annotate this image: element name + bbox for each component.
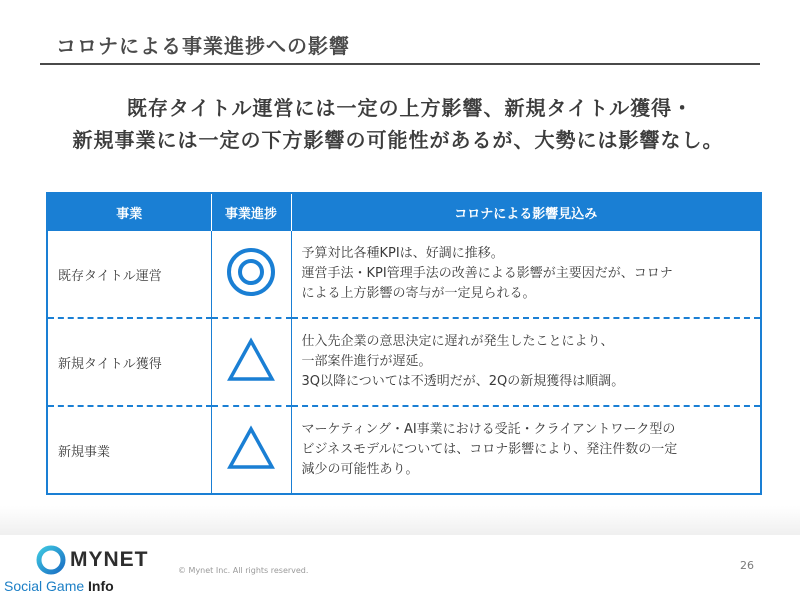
header-business: 事業 bbox=[47, 193, 211, 231]
business-name: 新規タイトル獲得 bbox=[47, 318, 211, 406]
header-impact: コロナによる影響見込み bbox=[291, 193, 761, 231]
note-line: 減少の可能性あり。 bbox=[301, 462, 419, 477]
note-line: 運営手法・KPI管理手法の改善による影響が主要因だが、コロナ bbox=[301, 266, 673, 281]
triangle-icon bbox=[226, 337, 276, 383]
subtitle-line-2: 新規事業には一定の下方影響の可能性があるが、大勢には影響なし。 bbox=[72, 128, 724, 152]
business-name: 既存タイトル運営 bbox=[47, 231, 211, 318]
footer-shade bbox=[0, 506, 800, 538]
mynet-logo bbox=[36, 545, 166, 575]
impact-note bbox=[291, 231, 761, 318]
note-line: 一部案件進行が遅延。 bbox=[301, 354, 432, 369]
table-row bbox=[47, 231, 761, 318]
mynet-logo-icon bbox=[36, 545, 66, 575]
business-name: 新規事業 bbox=[47, 406, 211, 494]
progress-mark bbox=[211, 231, 291, 318]
note-line: ビジネスモデルについては、コロナ影響により、発注件数の一定 bbox=[301, 442, 678, 457]
subtitle-line-1: 既存タイトル運営には一定の上方影響、新規タイトル獲得・ bbox=[126, 96, 694, 120]
header-progress: 事業進捗 bbox=[211, 193, 291, 231]
progress-mark bbox=[211, 406, 291, 494]
watermark-part-2: Info bbox=[88, 578, 114, 594]
watermark bbox=[4, 578, 114, 594]
page-number: 26 bbox=[740, 559, 754, 572]
progress-mark bbox=[211, 318, 291, 406]
slide-title: コロナによる事業進捗への影響 bbox=[56, 34, 350, 58]
copyright: © Mynet Inc. All rights reserved. bbox=[178, 566, 309, 575]
watermark-part-1: Social Game bbox=[4, 578, 89, 594]
table-row bbox=[47, 406, 761, 494]
impact-note bbox=[291, 406, 761, 494]
triangle-icon bbox=[226, 425, 276, 471]
note-line: による上方影響の寄与が一定見られる。 bbox=[301, 286, 536, 301]
table-header-row bbox=[47, 193, 761, 231]
note-line: マーケティング・AI事業における受託・クライアントワーク型の bbox=[301, 422, 676, 437]
note-line: 仕入先企業の意思決定に遅れが発生したことにより、 bbox=[301, 334, 614, 349]
note-line: 3Q以降については不透明だが、2Qの新規獲得は順調。 bbox=[301, 374, 625, 389]
table-row bbox=[47, 318, 761, 406]
title-underline bbox=[40, 63, 760, 65]
note-line: 予算対比各種KPIは、好調に推移。 bbox=[301, 246, 504, 261]
logo-text: MYNET bbox=[70, 548, 149, 571]
double-circle-icon bbox=[225, 246, 277, 298]
impact-table bbox=[46, 192, 762, 495]
impact-note bbox=[291, 318, 761, 406]
